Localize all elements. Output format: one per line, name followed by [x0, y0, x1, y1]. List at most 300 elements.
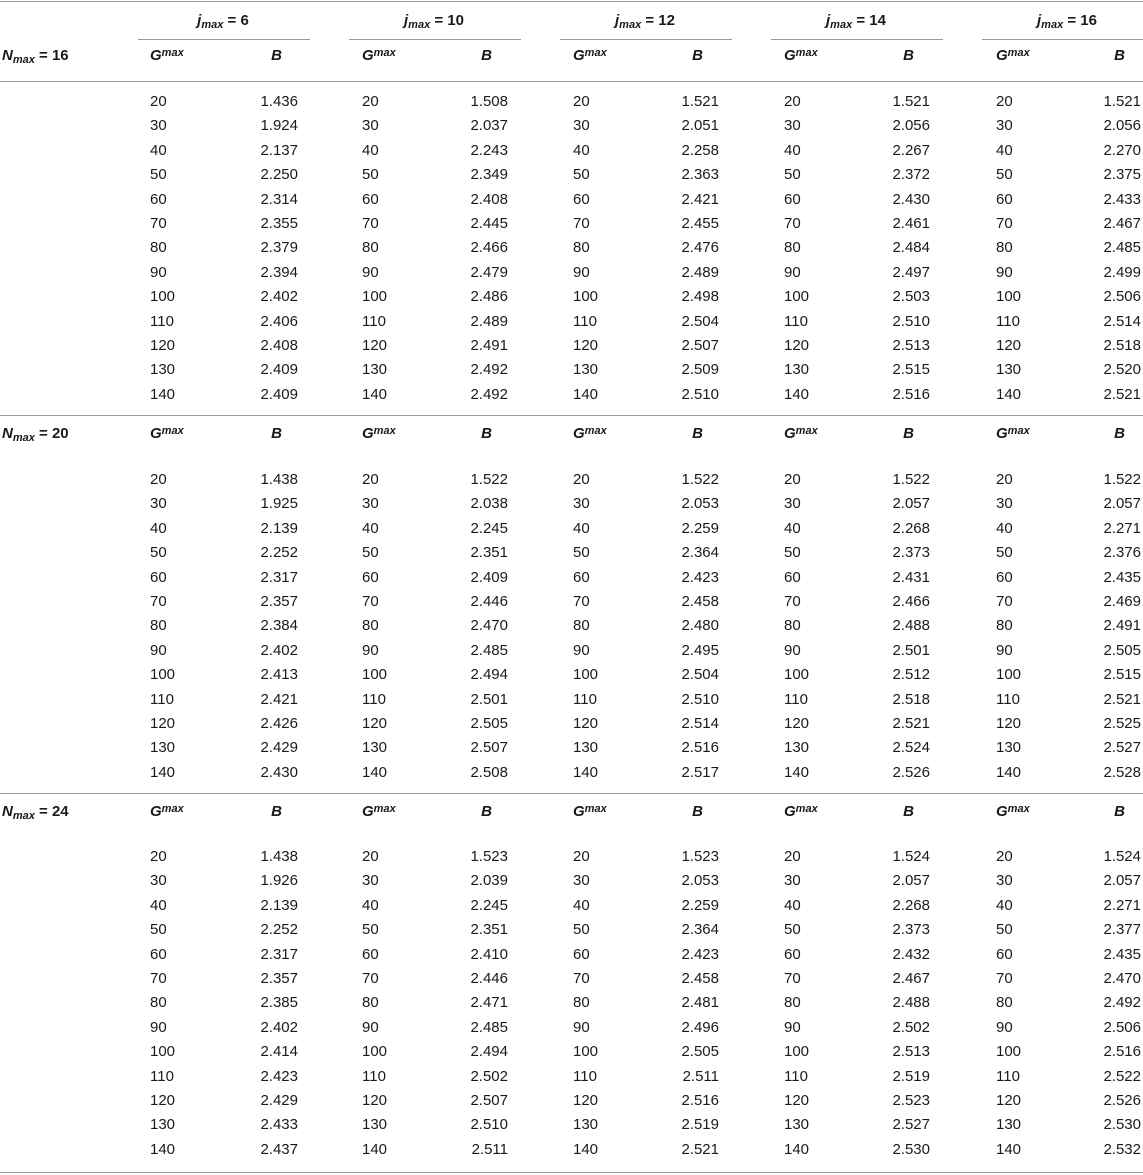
g-max-cell: 50 — [362, 921, 379, 939]
g-max-cell: 130 — [784, 361, 810, 379]
b-cell: 2.423 — [681, 568, 719, 586]
b-cell: 2.433 — [260, 1116, 298, 1134]
b-cell: 2.471 — [470, 994, 508, 1012]
label-variable: j — [615, 12, 620, 29]
g-max-cell: 130 — [362, 361, 388, 379]
g-max-cell: 70 — [150, 215, 167, 232]
b-cell: 2.373 — [892, 921, 930, 939]
g-max-cell: 90 — [362, 263, 379, 281]
b-cell: 2.518 — [892, 690, 930, 708]
g-max-cell: 120 — [784, 715, 810, 732]
b-cell: 2.510 — [470, 1116, 508, 1134]
b-cell: 2.501 — [892, 641, 930, 659]
b-cell: 2.355 — [260, 215, 298, 232]
b-cell: 2.351 — [470, 921, 508, 939]
b-cell: 2.488 — [892, 994, 930, 1012]
g-max-header — [150, 803, 184, 822]
b-cell: 2.513 — [892, 337, 930, 354]
b-cell: 2.314 — [260, 190, 298, 208]
g-max-cell: 30 — [362, 495, 379, 513]
b-cell: 2.409 — [470, 568, 508, 586]
g-max-cell: 130 — [150, 361, 176, 379]
g-max-cell: 130 — [573, 361, 599, 379]
g-max-cell: 130 — [996, 739, 1022, 757]
b-cell: 2.492 — [470, 385, 508, 403]
g-superscript: max — [1007, 425, 1030, 437]
g-max-header — [784, 425, 818, 444]
b-cell: 2.458 — [681, 593, 719, 610]
column-group-header — [771, 12, 941, 31]
g-max-cell: 40 — [573, 141, 590, 159]
b-cell: 2.432 — [892, 945, 930, 963]
section-divider — [0, 793, 1143, 794]
g-max-cell: 40 — [573, 896, 590, 914]
column-group-header — [349, 12, 519, 31]
label-equality: = 14 — [852, 12, 886, 29]
g-max-cell: 70 — [362, 215, 379, 232]
g-max-cell: 80 — [573, 994, 590, 1012]
g-max-cell: 30 — [996, 495, 1013, 513]
b-cell: 2.521 — [1103, 385, 1141, 403]
b-cell: 2.479 — [470, 263, 508, 281]
g-max-cell: 70 — [996, 593, 1013, 610]
b-header: B — [481, 47, 492, 64]
b-cell: 2.509 — [681, 361, 719, 379]
b-cell: 2.270 — [1103, 141, 1141, 159]
g-max-cell: 120 — [362, 1092, 388, 1109]
g-max-cell: 20 — [573, 848, 590, 865]
b-cell: 2.455 — [681, 215, 719, 232]
g-max-cell: 60 — [150, 945, 167, 963]
b-cell: 2.051 — [681, 117, 719, 135]
g-superscript: max — [1007, 803, 1030, 815]
b-cell: 2.409 — [260, 385, 298, 403]
g-max-cell: 90 — [150, 1018, 167, 1036]
g-max-header — [784, 47, 818, 66]
b-cell: 1.523 — [470, 848, 508, 865]
b-cell: 2.516 — [681, 1092, 719, 1109]
g-max-header — [573, 803, 607, 822]
b-cell: 2.317 — [260, 568, 298, 586]
g-max-cell: 130 — [362, 739, 388, 757]
b-cell: 2.252 — [260, 544, 298, 562]
g-max-header — [362, 47, 396, 66]
g-max-cell: 40 — [996, 519, 1013, 537]
b-cell: 2.139 — [260, 896, 298, 914]
g-superscript: max — [373, 425, 396, 437]
label-variable: N — [2, 803, 13, 820]
g-symbol: G — [150, 47, 162, 64]
label-subscript: max — [201, 19, 224, 31]
label-equality: = 16 — [1063, 12, 1097, 29]
b-cell: 2.519 — [892, 1067, 930, 1085]
b-cell: 2.243 — [470, 141, 508, 159]
b-cell: 2.139 — [260, 519, 298, 537]
header-bottom-rule — [0, 81, 1143, 82]
g-max-cell: 100 — [996, 288, 1022, 306]
g-max-cell: 80 — [150, 617, 167, 635]
g-max-cell: 70 — [362, 970, 379, 987]
b-cell: 2.526 — [1103, 1092, 1141, 1109]
g-max-cell: 30 — [573, 117, 590, 135]
b-cell: 2.489 — [681, 263, 719, 281]
b-cell: 2.505 — [470, 715, 508, 732]
g-max-cell: 110 — [150, 1067, 174, 1085]
label-subscript: max — [12, 432, 35, 444]
g-max-cell: 110 — [573, 312, 597, 330]
g-max-cell: 70 — [996, 215, 1013, 232]
g-max-cell: 30 — [996, 872, 1013, 890]
b-header: B — [903, 803, 914, 820]
g-max-cell: 40 — [362, 519, 379, 537]
b-cell: 2.357 — [260, 970, 298, 987]
b-header: B — [903, 425, 914, 442]
g-max-cell: 90 — [996, 1018, 1013, 1036]
b-cell: 2.521 — [892, 715, 930, 732]
label-variable: j — [404, 12, 409, 29]
b-cell: 2.504 — [681, 312, 719, 330]
g-max-cell: 20 — [362, 848, 379, 865]
b-cell: 2.510 — [681, 690, 719, 708]
g-max-cell: 110 — [150, 312, 174, 330]
g-max-cell: 40 — [362, 141, 379, 159]
b-cell: 2.507 — [470, 1092, 508, 1109]
b-cell: 2.481 — [681, 994, 719, 1012]
g-symbol: G — [784, 803, 796, 820]
g-max-header — [150, 425, 184, 444]
b-cell: 2.137 — [260, 141, 298, 159]
g-max-cell: 80 — [573, 239, 590, 257]
g-max-cell: 50 — [784, 921, 801, 939]
g-max-cell: 50 — [150, 166, 167, 184]
g-max-cell: 20 — [996, 848, 1013, 865]
label-variable: j — [1037, 12, 1042, 29]
b-cell: 2.485 — [470, 641, 508, 659]
b-cell: 2.507 — [470, 739, 508, 757]
b-cell: 2.466 — [892, 593, 930, 610]
b-cell: 2.491 — [470, 337, 508, 354]
b-cell: 1.524 — [1103, 848, 1141, 865]
b-cell: 2.421 — [260, 690, 298, 708]
g-max-cell: 30 — [996, 117, 1013, 135]
g-max-cell: 130 — [784, 739, 810, 757]
b-cell: 2.495 — [681, 641, 719, 659]
b-cell: 2.526 — [892, 763, 930, 781]
b-cell: 2.470 — [1103, 970, 1141, 987]
b-header: B — [1114, 425, 1125, 442]
g-max-cell: 70 — [573, 970, 590, 987]
g-symbol: G — [362, 803, 374, 820]
g-max-cell: 110 — [362, 312, 386, 330]
g-max-cell: 140 — [362, 1140, 388, 1158]
b-cell: 2.476 — [681, 239, 719, 257]
g-max-cell: 20 — [784, 848, 801, 865]
g-max-cell: 40 — [784, 896, 801, 914]
b-cell: 2.494 — [470, 666, 508, 684]
column-group-underline — [138, 39, 310, 40]
g-max-cell: 90 — [573, 1018, 590, 1036]
b-cell: 2.410 — [470, 945, 508, 963]
g-max-header — [996, 425, 1030, 444]
g-max-cell: 100 — [150, 666, 176, 684]
g-max-cell: 70 — [150, 593, 167, 610]
b-cell: 2.499 — [1103, 263, 1141, 281]
g-max-cell: 20 — [573, 471, 590, 488]
b-cell: 2.515 — [892, 361, 930, 379]
b-cell: 2.466 — [470, 239, 508, 257]
b-cell: 2.038 — [470, 495, 508, 513]
g-max-cell: 50 — [150, 921, 167, 939]
g-max-cell: 140 — [573, 1140, 599, 1158]
b-cell: 2.530 — [1103, 1116, 1141, 1134]
g-max-cell: 90 — [996, 641, 1013, 659]
g-max-cell: 60 — [573, 945, 590, 963]
b-cell: 2.426 — [260, 715, 298, 732]
g-max-cell: 70 — [362, 593, 379, 610]
g-max-cell: 70 — [784, 593, 801, 610]
b-cell: 2.521 — [681, 1140, 719, 1158]
g-max-cell: 50 — [362, 544, 379, 562]
b-cell: 2.491 — [1103, 617, 1141, 635]
b-cell: 2.364 — [681, 921, 719, 939]
label-variable: j — [826, 12, 831, 29]
b-cell: 2.057 — [892, 872, 930, 890]
g-max-cell: 30 — [150, 495, 167, 513]
b-cell: 2.435 — [1103, 568, 1141, 586]
g-max-cell: 140 — [362, 385, 388, 403]
g-symbol: G — [573, 47, 585, 64]
b-cell: 2.502 — [892, 1018, 930, 1036]
b-header: B — [1114, 803, 1125, 820]
g-max-cell: 60 — [996, 945, 1013, 963]
b-cell: 2.423 — [681, 945, 719, 963]
g-max-cell: 120 — [573, 337, 599, 354]
g-max-cell: 120 — [362, 715, 388, 732]
g-max-cell: 60 — [573, 190, 590, 208]
g-max-cell: 20 — [784, 471, 801, 488]
b-cell: 2.057 — [892, 495, 930, 513]
b-cell: 2.480 — [681, 617, 719, 635]
g-superscript: max — [795, 803, 818, 815]
g-max-cell: 50 — [573, 166, 590, 184]
section-label — [2, 47, 69, 66]
b-cell: 1.522 — [470, 471, 508, 488]
b-cell: 2.469 — [1103, 593, 1141, 610]
section-label — [2, 803, 69, 822]
b-cell: 1.438 — [260, 848, 298, 865]
g-max-cell: 20 — [784, 93, 801, 110]
g-max-cell: 130 — [573, 1116, 599, 1134]
column-group-underline — [560, 39, 732, 40]
g-max-cell: 80 — [150, 994, 167, 1012]
b-cell: 1.522 — [892, 471, 930, 488]
b-cell: 2.271 — [1103, 519, 1141, 537]
g-symbol: G — [996, 803, 1008, 820]
b-cell: 1.521 — [892, 93, 930, 110]
g-max-cell: 100 — [784, 666, 810, 684]
b-cell: 2.384 — [260, 617, 298, 635]
g-max-cell: 110 — [784, 690, 808, 708]
b-cell: 2.510 — [681, 385, 719, 403]
column-group-header — [982, 12, 1143, 31]
b-cell: 2.489 — [470, 312, 508, 330]
b-cell: 2.530 — [892, 1140, 930, 1158]
b-cell: 2.039 — [470, 872, 508, 890]
b-cell: 2.488 — [892, 617, 930, 635]
g-max-cell: 140 — [150, 385, 176, 403]
b-cell: 2.402 — [260, 1018, 298, 1036]
g-max-cell: 20 — [996, 471, 1013, 488]
b-cell: 2.510 — [892, 312, 930, 330]
b-cell: 2.511 — [471, 1140, 508, 1158]
b-cell: 2.268 — [892, 896, 930, 914]
label-variable: j — [197, 12, 202, 29]
g-max-cell: 80 — [996, 994, 1013, 1012]
g-max-cell: 80 — [362, 239, 379, 257]
b-cell: 2.377 — [1103, 921, 1141, 939]
column-group-underline — [982, 39, 1143, 40]
b-cell: 2.435 — [1103, 945, 1141, 963]
g-max-cell: 70 — [784, 970, 801, 987]
b-cell: 2.497 — [892, 263, 930, 281]
table-bottom-rule — [0, 1172, 1143, 1173]
label-subscript: max — [408, 19, 431, 31]
g-max-cell: 40 — [150, 141, 167, 159]
b-cell: 2.527 — [1103, 739, 1141, 757]
b-cell: 2.516 — [681, 739, 719, 757]
g-max-cell: 30 — [784, 872, 801, 890]
b-cell: 2.421 — [681, 190, 719, 208]
g-max-cell: 140 — [573, 763, 599, 781]
g-max-cell: 120 — [573, 715, 599, 732]
b-cell: 2.431 — [892, 568, 930, 586]
b-cell: 2.057 — [1103, 872, 1141, 890]
b-cell: 1.925 — [260, 495, 298, 513]
g-max-cell: 50 — [573, 921, 590, 939]
b-cell: 2.053 — [681, 495, 719, 513]
b-cell: 2.446 — [470, 970, 508, 987]
b-cell: 1.924 — [260, 117, 298, 135]
b-cell: 2.430 — [260, 763, 298, 781]
b-cell: 2.385 — [260, 994, 298, 1012]
g-max-cell: 100 — [573, 666, 599, 684]
g-max-cell: 20 — [150, 848, 167, 865]
g-symbol: G — [362, 425, 374, 442]
b-cell: 2.364 — [681, 544, 719, 562]
g-max-cell: 100 — [784, 1043, 810, 1061]
column-group-header — [560, 12, 730, 31]
g-max-cell: 100 — [362, 1043, 388, 1061]
g-max-cell: 100 — [573, 288, 599, 306]
b-cell: 2.429 — [260, 1092, 298, 1109]
b-cell: 2.423 — [260, 1067, 298, 1085]
b-header: B — [481, 803, 492, 820]
g-max-cell: 140 — [996, 763, 1022, 781]
b-cell: 2.413 — [260, 666, 298, 684]
g-max-cell: 120 — [996, 337, 1022, 354]
g-max-cell: 40 — [362, 896, 379, 914]
b-cell: 2.430 — [892, 190, 930, 208]
g-max-cell: 140 — [150, 763, 176, 781]
g-max-cell: 30 — [362, 872, 379, 890]
g-superscript: max — [584, 47, 607, 59]
g-max-cell: 120 — [784, 337, 810, 354]
g-max-cell: 70 — [573, 215, 590, 232]
g-symbol: G — [150, 803, 162, 820]
g-max-cell: 140 — [784, 1140, 810, 1158]
g-max-cell: 100 — [150, 288, 176, 306]
g-max-cell: 50 — [784, 166, 801, 184]
g-max-cell: 120 — [150, 337, 176, 354]
g-superscript: max — [795, 425, 818, 437]
b-header: B — [692, 803, 703, 820]
b-cell: 2.506 — [1103, 288, 1141, 306]
g-max-cell: 40 — [150, 519, 167, 537]
b-cell: 2.516 — [1103, 1043, 1141, 1061]
b-cell: 2.429 — [260, 739, 298, 757]
b-cell: 2.485 — [1103, 239, 1141, 257]
g-max-cell: 60 — [784, 945, 801, 963]
g-max-cell: 110 — [573, 690, 597, 708]
b-cell: 2.485 — [470, 1018, 508, 1036]
b-cell: 2.503 — [892, 288, 930, 306]
g-max-cell: 60 — [996, 568, 1013, 586]
b-cell: 2.402 — [260, 641, 298, 659]
g-max-cell: 50 — [150, 544, 167, 562]
g-max-cell: 130 — [996, 361, 1022, 379]
g-max-cell: 130 — [573, 739, 599, 757]
b-cell: 2.461 — [892, 215, 930, 232]
g-max-cell: 80 — [996, 617, 1013, 635]
g-symbol: G — [784, 425, 796, 442]
g-max-header — [150, 47, 184, 66]
g-max-cell: 80 — [573, 617, 590, 635]
g-superscript: max — [161, 803, 184, 815]
g-superscript: max — [161, 47, 184, 59]
g-symbol: G — [150, 425, 162, 442]
b-cell: 2.501 — [470, 690, 508, 708]
g-max-cell: 50 — [996, 544, 1013, 562]
g-symbol: G — [573, 425, 585, 442]
g-max-header — [784, 803, 818, 822]
g-max-cell: 60 — [784, 190, 801, 208]
g-max-cell: 20 — [362, 93, 379, 110]
b-cell: 2.492 — [1103, 994, 1141, 1012]
b-cell: 2.408 — [260, 337, 298, 354]
b-cell: 2.252 — [260, 921, 298, 939]
g-superscript: max — [1007, 47, 1030, 59]
g-max-cell: 50 — [996, 921, 1013, 939]
b-cell: 2.506 — [1103, 1018, 1141, 1036]
b-cell: 2.467 — [892, 970, 930, 987]
g-max-cell: 90 — [784, 1018, 801, 1036]
b-cell: 2.492 — [470, 361, 508, 379]
b-header: B — [271, 425, 282, 442]
g-max-cell: 50 — [573, 544, 590, 562]
g-max-cell: 120 — [362, 337, 388, 354]
g-max-cell: 130 — [150, 1116, 176, 1134]
b-cell: 2.458 — [681, 970, 719, 987]
g-superscript: max — [584, 425, 607, 437]
g-max-cell: 30 — [150, 872, 167, 890]
g-max-cell: 100 — [362, 666, 388, 684]
g-max-header — [996, 803, 1030, 822]
b-cell: 1.436 — [260, 93, 298, 110]
g-superscript: max — [584, 803, 607, 815]
label-equality: = 10 — [430, 12, 464, 29]
g-max-cell: 70 — [150, 970, 167, 987]
g-superscript: max — [373, 47, 396, 59]
